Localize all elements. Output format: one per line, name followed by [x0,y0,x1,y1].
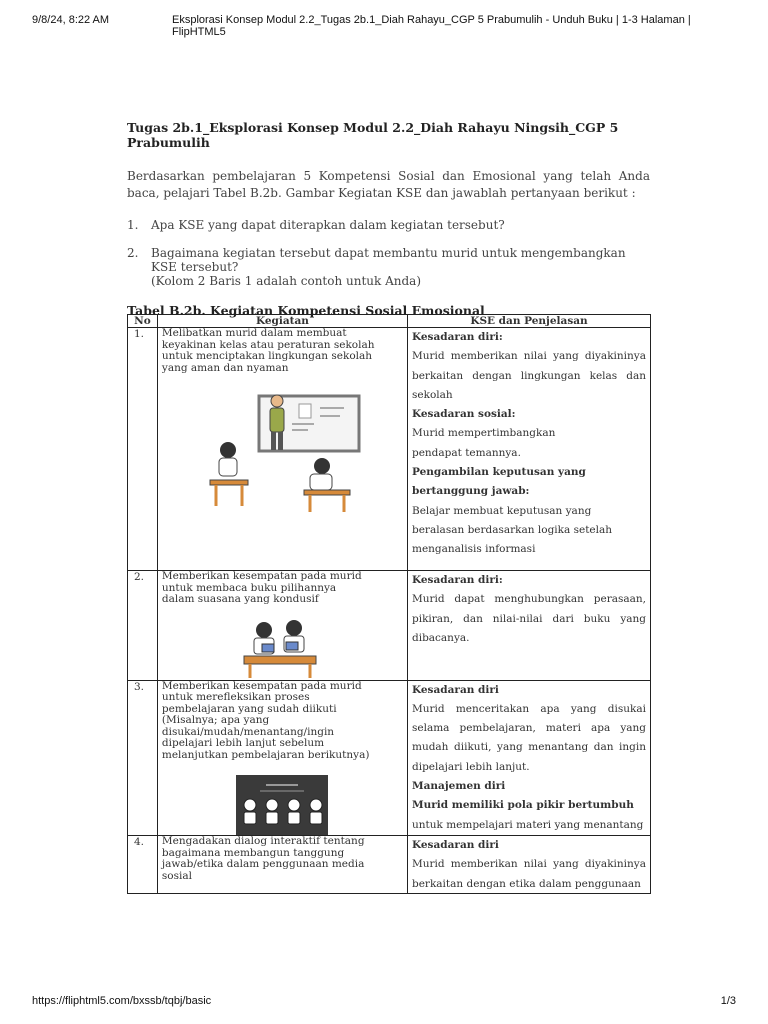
kse-explanation-emphasis: Murid memiliki pola pikir bertumbuh [411,799,634,812]
question-1-text: Apa KSE yang dapat diterapkan dalam kegiatan tersebut? [151,218,505,232]
kse-explanation: Murid memberikan nilai yang diyakininya berkaitan dengan etika dalam penggunaan [411,858,646,890]
kse-heading: Kesadaran diri [411,683,499,696]
table-row [128,680,651,836]
row-number: 2. [128,571,158,681]
kse-cell [407,328,650,571]
header-kegiatan: Kegiatan [157,315,407,328]
kegiatan-cell [157,836,407,894]
table-row [128,328,651,571]
table-row [128,571,651,681]
kse-explanation: Murid menceritakan apa yang disukai selama pembelajaran, materi apa yang mudah diikuti, yang menantang dan ingin dipelajari lebih lanjut. [411,702,646,773]
print-url: https://fliphtml5.com/bxssb/tqbj/basic [32,995,212,1007]
question-1 [127,218,650,232]
kegiatan-text: Memberikan kesempatan pada murid untuk merefleksikan proses pembelajaran yang sudah diikuti (Misalnya; apa yang disukai/mudah/menantang/ingin dipelajari lebih lanjut sebelum melanjutkan pembelajaran berikutnya) [161,679,370,761]
question-2-text: Bagaimana kegiatan tersebut dapat membantu murid untuk mengembangkan KSE tersebut? [151,246,626,274]
row-number: 4. [128,836,158,894]
kse-explanation: Murid memberikan nilai yang diyakininya berkaitan dengan lingkungan kelas dan sekolah [411,350,646,401]
print-datetime: 9/8/24, 8:22 AM [32,14,110,26]
kegiatan-text: Mengadakan dialog interaktif tentang bagaimana membangun tanggung jawab/etika dalam penggunaan media sosial [161,835,365,882]
kse-heading: Kesadaran diri: [411,574,503,586]
kegiatan-cell [157,571,407,681]
kse-heading: Kesadaran diri: [411,331,503,343]
print-page-count: 1/3 [720,995,736,1007]
classroom-illustration [204,388,364,513]
kegiatan-cell [157,328,407,571]
browser-print-footer [32,995,736,1007]
table-caption: Tabel B.2b. Kegiatan Kompetensi Sosial Emosional [127,303,485,318]
kegiatan-cell [157,680,407,836]
kse-heading: Kesadaran diri [411,839,499,851]
question-1-number: 1. [127,218,139,232]
row-number: 1. [128,328,158,571]
print-page-title: Eksplorasi Konsep Modul 2.2_Tugas 2b.1_Diah Rahayu_CGP 5 Prabumulih - Unduh Buku | 1-3 Halaman | FlipHTML5 [172,14,691,38]
question-2 [127,246,631,288]
kse-cell [407,571,650,681]
document-body [127,120,650,318]
reading-illustration [240,612,320,680]
kse-heading: Kesadaran sosial: [411,408,516,421]
kse-explanation: Murid mempertimbangkan pendapat temannya. [411,427,556,459]
kse-explanation: Belajar membuat keputusan yang beralasan berdasarkan logika setelah menganalisis informasi [411,504,613,556]
doc-intro: Berdasarkan pembelajaran 5 Kompetensi Sosial dan Emosional yang telah Anda baca, pelajari Tabel B.2b. Gambar Kegiatan KSE dan jawablah pertanyaan berikut : [127,169,650,200]
kse-explanation-rest: untuk mempelajari materi yang menantang [411,818,644,831]
row-number: 3. [128,680,158,836]
kse-heading: Manajemen diri [411,779,506,792]
reflection-illustration [236,775,328,835]
kse-table [127,314,651,894]
kegiatan-text: Memberikan kesempatan pada murid untuk membaca buku pilihannya dalam suasana yang kondusif [161,570,362,605]
kse-cell [407,836,650,894]
question-2-note: (Kolom 2 Baris 1 adalah contoh untuk Anda) [151,274,422,288]
header-no: No [128,315,158,328]
kse-explanation: Murid dapat menghubungkan perasaan, pikiran, dan nilai-nilai dari buku yang dibacanya. [411,593,646,644]
question-2-number: 2. [127,246,139,260]
table-row [128,836,651,894]
kse-explanation [412,796,646,835]
header-kse: KSE dan Penjelasan [407,315,650,328]
table-header-row [128,315,651,328]
doc-title: Tugas 2b.1_Eksplorasi Konsep Modul 2.2_Diah Rahayu Ningsih_CGP 5 Prabumulih [127,120,619,150]
kegiatan-text: Melibatkan murid dalam membuat keyakinan kelas atau peraturan sekolah untuk menciptakan lingkungan sekolah yang aman dan nyaman [161,327,375,374]
kse-cell [407,680,650,836]
kse-heading: Pengambilan keputusan yang bertanggung jawab: [411,466,586,498]
